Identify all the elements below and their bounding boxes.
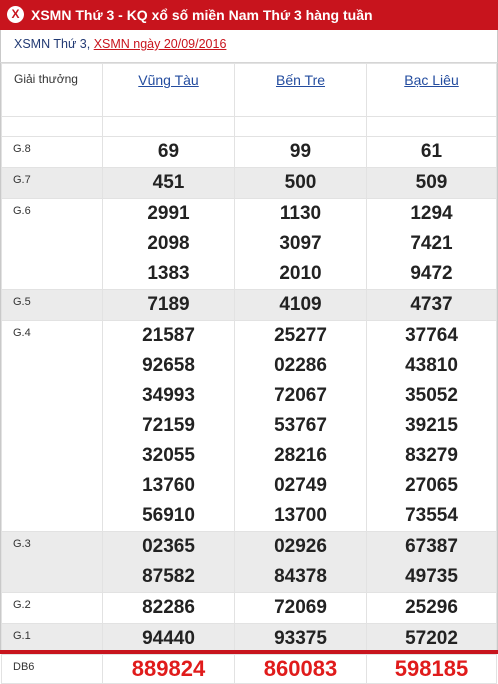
prize-row [2,168,497,199]
spacer-row [2,117,497,137]
results-table [1,63,497,684]
result-number: 28216 [274,445,327,466]
prize-row [2,593,497,624]
prize-label: G.1 [2,624,103,655]
result-number: 69 [157,141,180,162]
date-link[interactable]: XSMN ngày 20/09/2016 [93,37,227,51]
result-number: 1383 [147,263,190,284]
result-number: 49735 [405,566,458,587]
result-cell [367,199,497,290]
result-number: 73554 [405,505,458,526]
prize-label: G.5 [2,290,103,321]
result-number: 1130 [279,203,322,224]
result-cell [367,321,497,532]
result-number: 61 [420,141,443,162]
prize-row [2,321,497,532]
result-cell [235,137,367,168]
result-cell [367,290,497,321]
spacer-cell [103,117,235,137]
top-bar [0,0,498,30]
result-number: 92658 [142,355,195,376]
result-number: 32055 [142,445,195,466]
result-cell [367,137,497,168]
special-prize-number: 889824 [131,656,206,681]
province-link-vung-tau[interactable]: Vũng Tàu [103,64,235,117]
result-cell [235,532,367,593]
bottom-accent-bar [0,650,498,654]
result-number: 94440 [142,628,195,649]
result-number: 451 [152,172,185,193]
result-number: 509 [415,172,448,193]
result-number: 1294 [410,203,453,224]
result-cell [235,168,367,199]
spacer-cell [367,117,497,137]
result-number: 43810 [405,355,458,376]
result-number: 34993 [142,385,195,406]
result-number: 25277 [274,325,327,346]
breadcrumb [14,37,226,51]
prize-label: G.3 [2,532,103,593]
result-number: 67387 [405,536,458,557]
result-cell [367,655,497,684]
result-cell [103,199,235,290]
prize-row [2,655,497,684]
result-cell [103,593,235,624]
result-number: 57202 [405,628,458,649]
result-number: 500 [284,172,317,193]
result-cell [103,532,235,593]
prize-row [2,199,497,290]
result-number: 4737 [410,294,453,315]
result-number: 02749 [274,475,327,496]
result-cell [103,137,235,168]
result-number: 72069 [274,597,327,618]
result-cell [103,321,235,532]
province-link-bac-lieu[interactable]: Bạc Liêu [367,64,497,117]
result-number: 25296 [405,597,458,618]
result-number: 2991 [147,203,190,224]
result-number: 27065 [405,475,458,496]
prize-label: G.8 [2,137,103,168]
result-number: 3097 [279,233,322,254]
spacer-cell [2,117,103,137]
result-cell [235,321,367,532]
prize-label: G.2 [2,593,103,624]
prize-label: G.7 [2,168,103,199]
result-number: 35052 [405,385,458,406]
result-cell [235,655,367,684]
result-number: 02926 [274,536,327,557]
result-number: 9472 [410,263,453,284]
special-prize-number: 860083 [263,656,338,681]
result-number: 39215 [405,415,458,436]
result-number: 2010 [279,263,322,284]
result-number: 72067 [274,385,327,406]
result-number: 21587 [142,325,195,346]
prize-row [2,290,497,321]
prize-row [2,532,497,593]
result-number: 53767 [274,415,327,436]
result-number: 4109 [279,294,322,315]
spacer-cell [235,117,367,137]
result-number: 99 [289,141,312,162]
result-number: 84378 [274,566,327,587]
result-number: 2098 [147,233,190,254]
result-cell [367,593,497,624]
result-number: 93375 [274,628,327,649]
prize-column-header: Giải thưởng [2,64,103,117]
result-number: 02365 [142,536,195,557]
result-number: 7189 [147,294,190,315]
prize-label: G.6 [2,199,103,290]
page-title: XSMN Thứ 3 - KQ xổ số miền Nam Thứ 3 hàng tuần [31,7,373,23]
result-number: 82286 [142,597,195,618]
result-cell [103,655,235,684]
prize-label: G.4 [2,321,103,532]
result-number: 13700 [274,505,327,526]
result-number: 02286 [274,355,327,376]
table-header-row [2,64,497,117]
prize-row [2,137,497,168]
prize-label: DB6 [2,655,103,684]
result-cell [103,168,235,199]
province-link-ben-tre[interactable]: Bến Tre [235,64,367,117]
result-cell [367,168,497,199]
result-cell [367,532,497,593]
result-number: 7421 [410,233,453,254]
result-cell [235,199,367,290]
result-number: 83279 [405,445,458,466]
lottery-logo-icon: X [7,6,24,23]
result-number: 72159 [142,415,195,436]
result-number: 56910 [142,505,195,526]
result-cell [235,593,367,624]
result-cell [103,290,235,321]
special-prize-number: 598185 [394,656,469,681]
result-number: 87582 [142,566,195,587]
result-number: 37764 [405,325,458,346]
result-cell [235,290,367,321]
breadcrumb-prefix: XSMN Thứ 3, [14,37,94,51]
result-number: 13760 [142,475,195,496]
